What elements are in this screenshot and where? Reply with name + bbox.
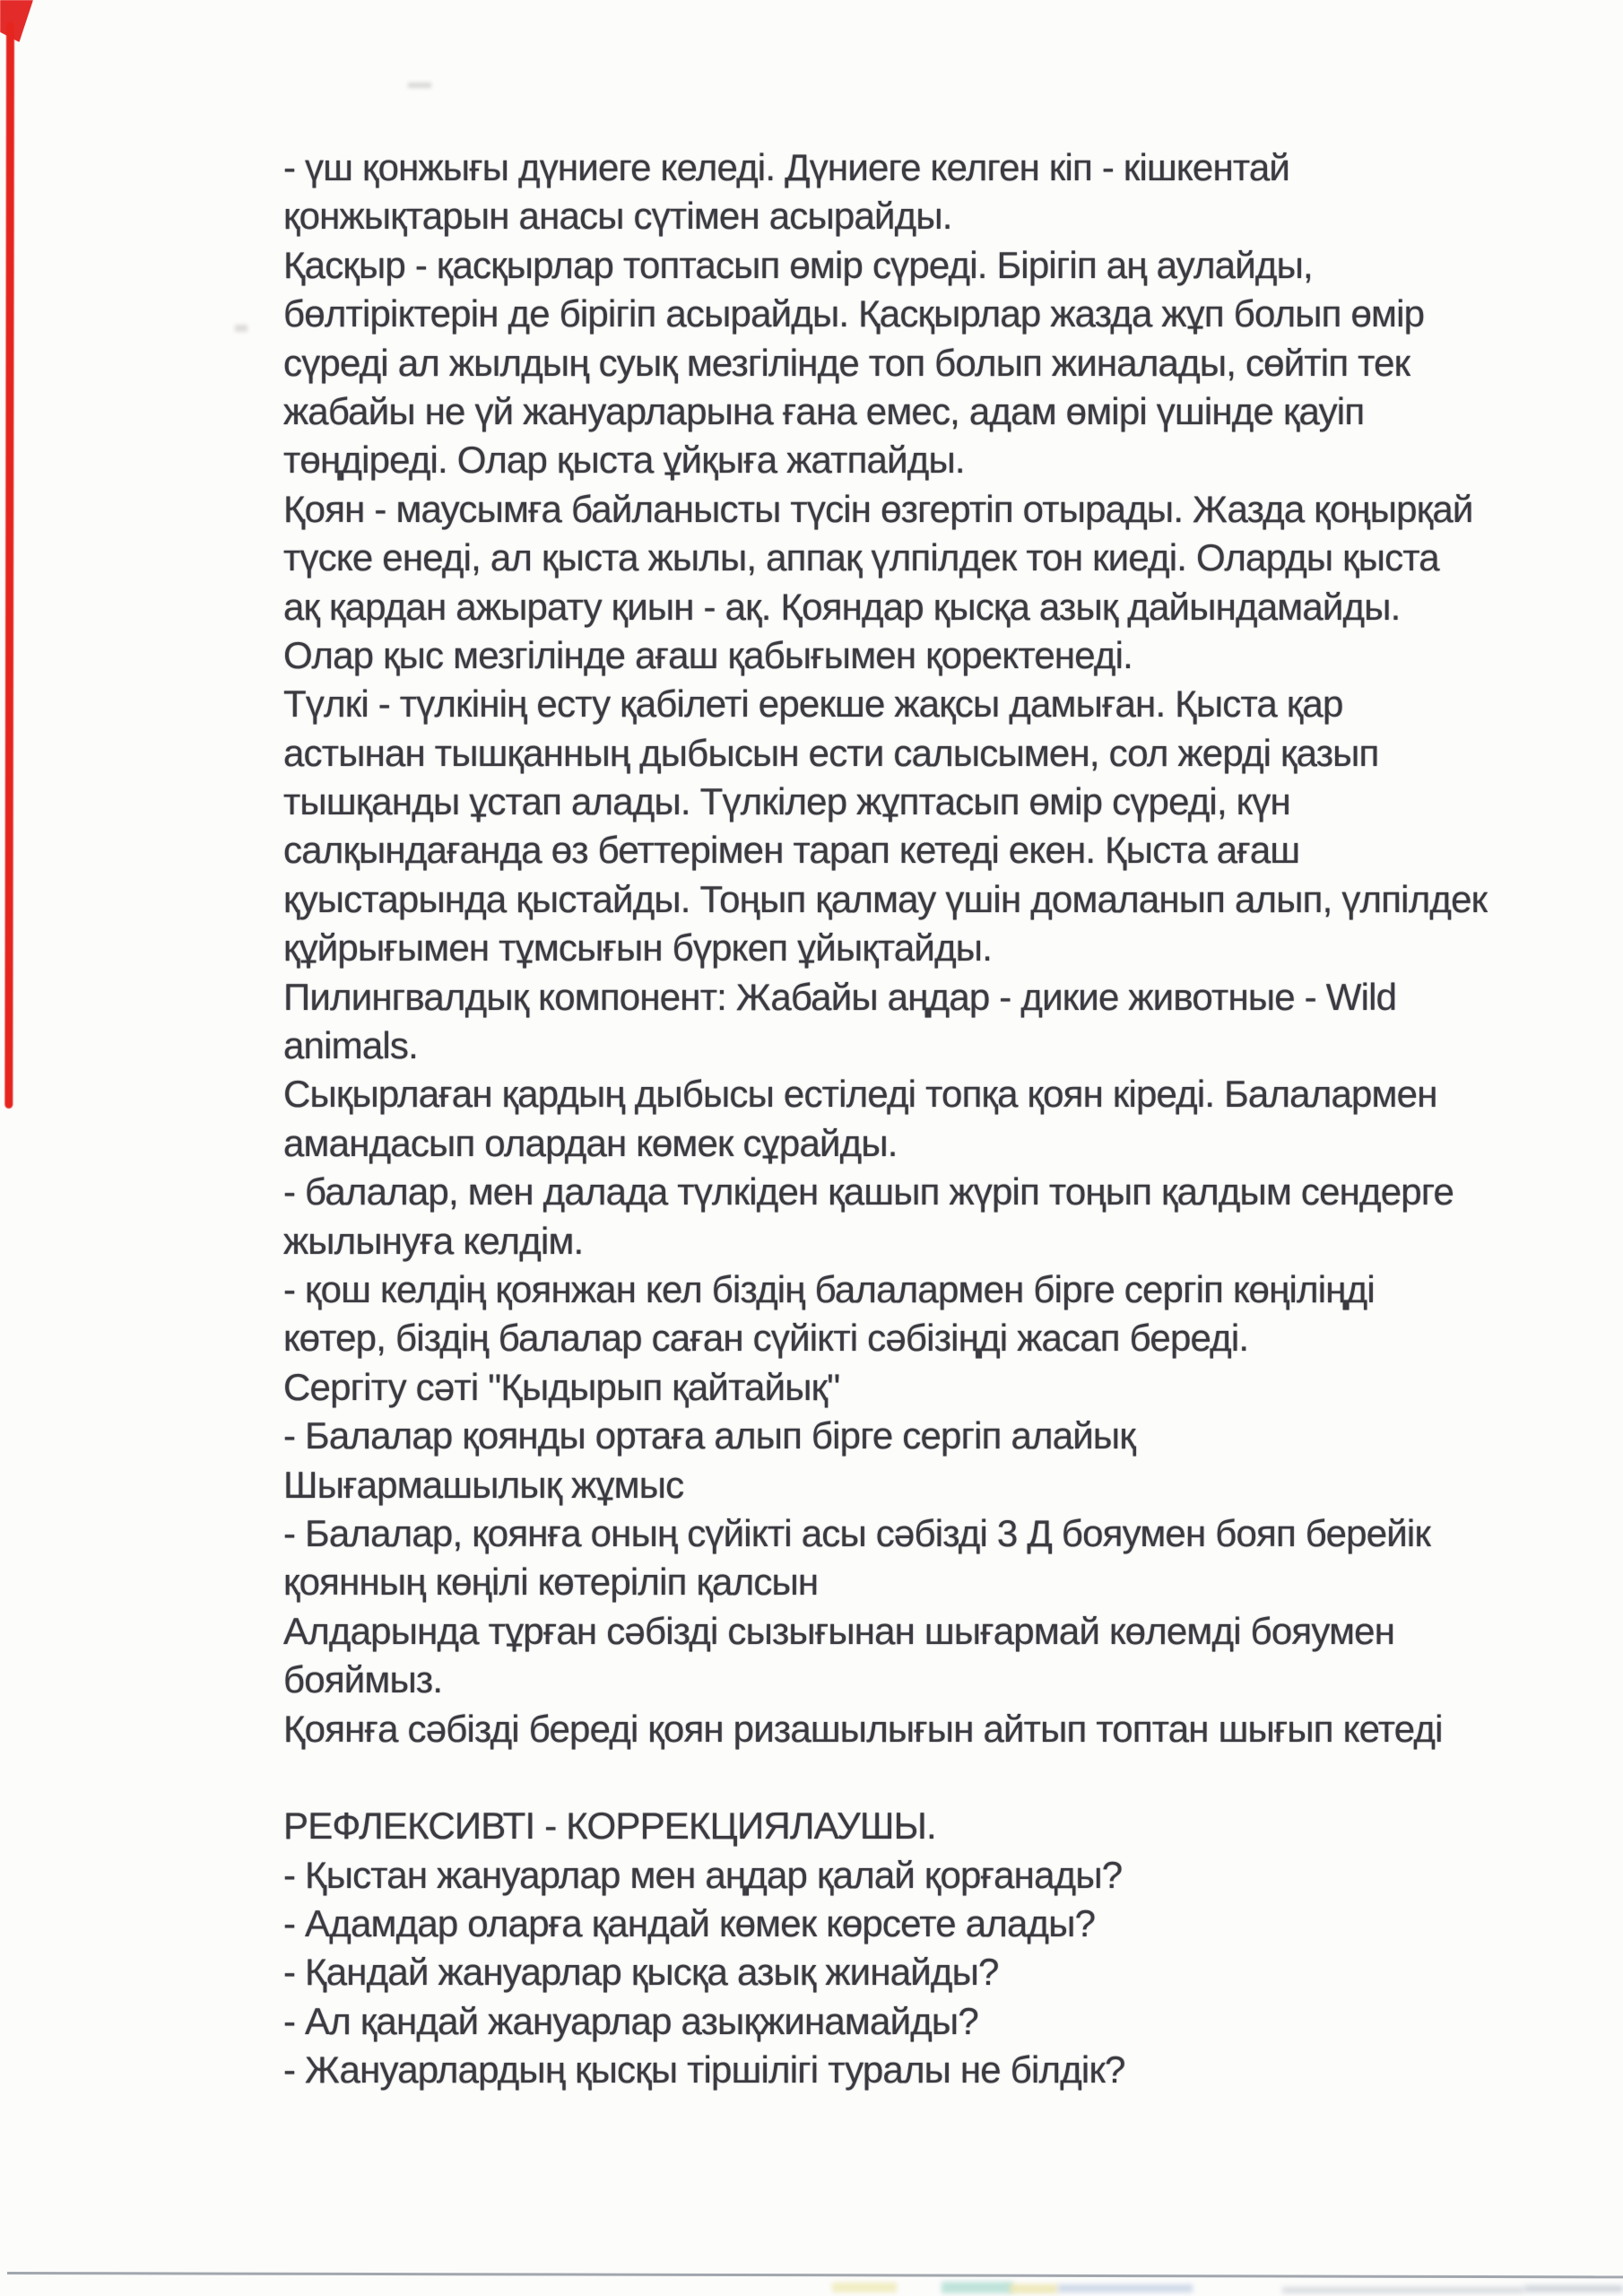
blank-line	[283, 1753, 1487, 1802]
text-line: қонжықтарын анасы сүтімен асырайды.	[283, 195, 952, 238]
scan-speckle	[408, 83, 431, 88]
text-line: амандасып олардан көмек сұрайды.	[283, 1121, 898, 1164]
text-line: тышқанды ұстап алады. Түлкілер жұптасып өмір сүреді, күн	[283, 780, 1290, 823]
scan-smudge-teal	[942, 2282, 1013, 2293]
text-line: Сықырлаған қардың дыбысы естіледі топқа қоян кіреді. Балалармен	[283, 1073, 1437, 1116]
text-line: - Адамдар оларға қандай көмек көрсете алады?	[283, 1902, 1096, 1945]
text-line: Қоянға сәбізді береді қоян ризашылығын айтып топтан шығып кетеді	[283, 1707, 1443, 1750]
text-line: бояймыз.	[283, 1658, 443, 1701]
text-line: қоянның көңілі көтеріліп қалсын	[283, 1561, 819, 1604]
scan-bottom-edge-line	[7, 2272, 1623, 2278]
text-line: Алдарында тұрған сәбізді сызығынан шығармай көлемді бояумен	[283, 1609, 1395, 1652]
text-line: Сергіту сәті "Қыдырып қайтайық"	[283, 1365, 840, 1408]
text-line: Қоян - маусымға байланысты түсін өзгертіп отырады. Жазда қоңырқай	[283, 487, 1473, 530]
text-line: - Қандай жануарлар қысқа азық жинайды?	[283, 1951, 999, 1994]
text-line: түске енеді, ал қыста жылы, аппақ үлпілдек тон киеді. Оларды қыста	[283, 536, 1439, 579]
scan-smudge-blue	[1058, 2284, 1193, 2292]
text-line: - Ал қандай жануарлар азықжинамайды?	[283, 1999, 978, 2042]
scan-smudge-gray	[1524, 2285, 1623, 2292]
text-line: көтер, біздің балалар саған сүйікті сәбізіңді жасап береді.	[283, 1317, 1249, 1360]
text-line: жылынуға келдім.	[283, 1219, 584, 1262]
text-line: бөлтіріктерін де бірігіп асырайды. Қасқырлар жазда жұп болып өмір	[283, 292, 1425, 335]
text-line: - Балалар, қоянға оның сүйікті асы сәбізді 3 Д бояумен бояп берейік	[283, 1511, 1431, 1554]
text-line: Қасқыр - қасқырлар топтасып өмір сүреді. Бірігіп аң аулайды,	[283, 243, 1313, 286]
text-line: төңдіреді. Олар қыста ұйқыға жатпайды.	[283, 439, 965, 482]
scan-smudge-yellow	[1010, 2284, 1058, 2293]
text-line: РЕФЛЕКСИВТІ - КОРРЕКЦИЯЛАУШЫ.	[283, 1805, 936, 1848]
text-line: салқындағанда өз беттерімен тарап кетеді екен. Қыста ағаш	[283, 829, 1300, 872]
text-line: сүреді ал жылдың суық мезгілінде топ болып жиналады, сөйтіп тек	[283, 341, 1410, 384]
text-line: Түлкі - түлкінің есту қабілеті ерекше жақсы дамыған. Қыста қар	[283, 683, 1343, 726]
scan-speckle	[235, 325, 247, 332]
red-pen-margin-line	[4, 22, 14, 1109]
text-line: Олар қыс мезгілінде ағаш қабығымен қоректенеді.	[283, 633, 1133, 676]
text-line: - Балалар қоянды ортаға алып бірге сергіп алайық	[283, 1414, 1135, 1457]
scan-smudge-yellow	[832, 2283, 897, 2292]
text-line: - балалар, мен далада түлкіден қашып жүріп тоңып қалдым сендерге	[283, 1170, 1454, 1213]
text-line: астынан тышқанның дыбысын ести салысымен, сол жерді қазып	[283, 731, 1379, 774]
text-line: - қош келдің қоянжан кел біздің балалармен бірге сергіп көңіліңді	[283, 1267, 1375, 1310]
document-text-block	[283, 144, 1487, 2095]
text-line: Шығармашылық жұмыс	[283, 1463, 684, 1506]
text-line: - Қыстан жануарлар мен аңдар қалай қорғанады?	[283, 1853, 1123, 1896]
text-line: - Жануарлардың қысқы тіршілігі туралы не білдік?	[283, 2048, 1125, 2092]
red-pen-corner-mark	[0, 0, 33, 42]
text-line: - үш қонжығы дүниеге келеді. Дүниеге келген кіп - кішкентай	[283, 146, 1290, 188]
text-line: жабайы не үй жануарларына ғана емес, адам өмірі үшінде қауіп	[283, 389, 1365, 432]
text-line: құйрығымен тұмсығын бүркеп ұйықтайды.	[283, 926, 993, 970]
text-line: қуыстарында қыстайды. Тоңып қалмау үшін домаланып алып, үлпілдек	[283, 877, 1488, 920]
scan-smudge-gray	[1282, 2287, 1524, 2293]
text-line: Пилингвалдық компонент: Жабайы аңдар - дикие животные - Wild	[283, 975, 1397, 1018]
text-line: animals.	[283, 1024, 418, 1067]
text-line: ақ қардан ажырату қиын - ақ. Қояндар қысқа азық дайындамайды.	[283, 585, 1401, 628]
